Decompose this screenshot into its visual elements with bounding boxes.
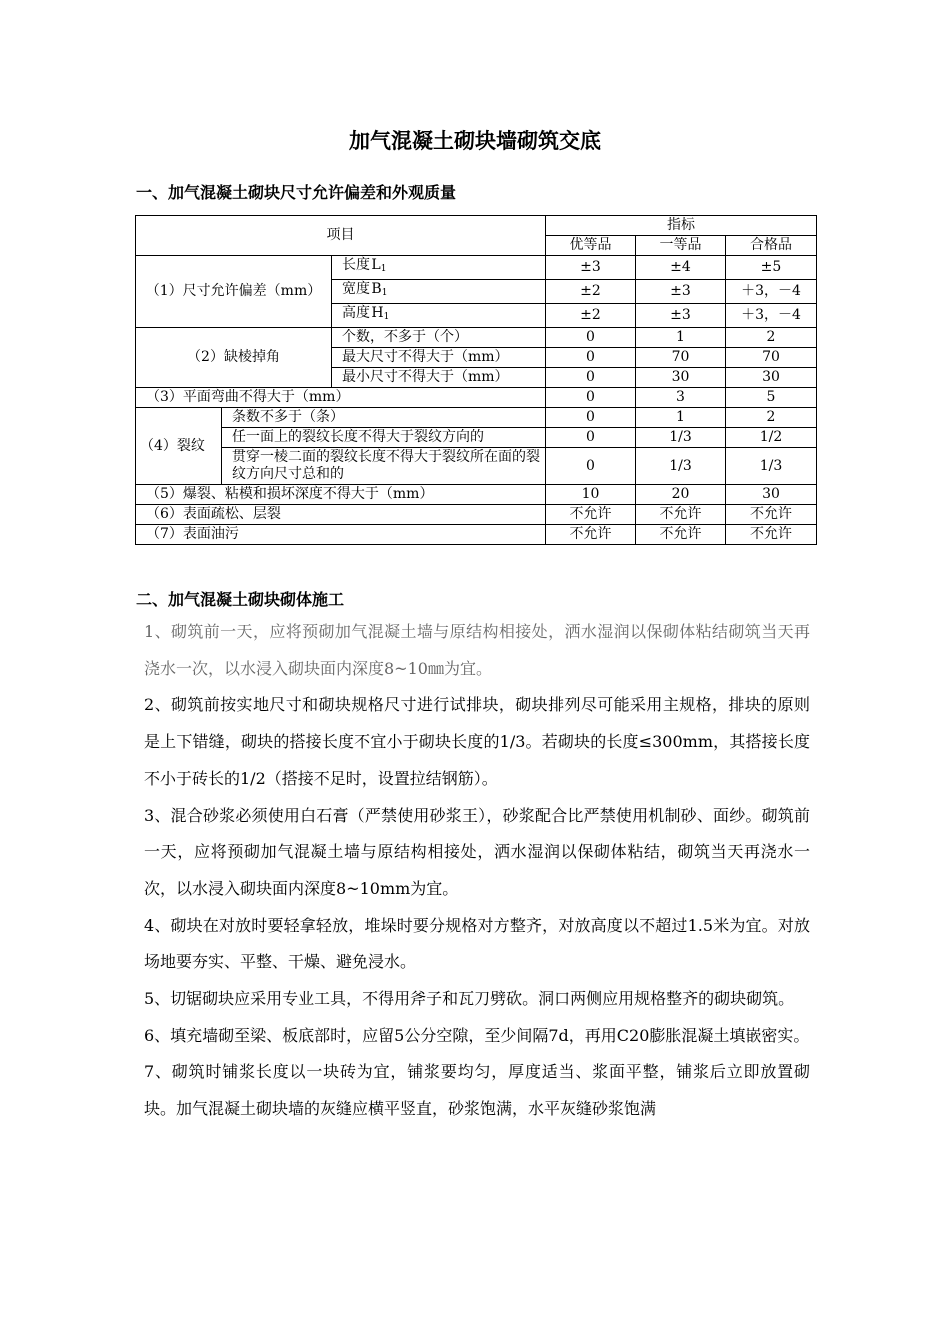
cell-value: 1/3 [636, 448, 726, 485]
header-item: 项目 [136, 216, 546, 256]
cell-value: 2 [726, 408, 817, 428]
row-label: （5）爆裂、粘模和损坏深度不得大于（mm） [136, 485, 546, 505]
cell-value: 10 [546, 485, 636, 505]
step-paragraph: 3、混合砂浆必须使用白石膏（严禁使用砂浆王），砂浆配合比严禁使用机制砂、面纱。砌筑前一天，应将预砌加气混凝土墙与原结构相接处，洒水湿润以保砌体粘结，砌筑当天再浇水一次，以水浸入砌块面内深度8~10mm为宜。 [144, 805, 810, 898]
row-label: 宽度 $B_1$ [332, 280, 546, 304]
cell-value: ＋3，－4 [726, 280, 817, 304]
step-paragraph: 1、砌筑前一天，应将预砌加气混凝土墙与原结构相接处，洒水湿润以保砌体粘结砌筑当天再浇水一次，以水浸入砌块面内深度8~10㎜为宜。 [144, 622, 810, 678]
cell-value: 1/3 [726, 448, 817, 485]
cell-value: 不允许 [636, 505, 726, 525]
header-grade: 一等品 [636, 236, 726, 256]
cell-value: 0 [546, 328, 636, 348]
cell-value: ±2 [546, 280, 636, 304]
step-paragraph: 7、砌筑时铺浆长度以一块砖为宜，铺浆要均匀，厚度适当、浆面平整，铺浆后立即放置砌块。加气混凝土砌块墙的灰缝应横平竖直，砂浆饱满，水平灰缝砂浆饱满 [144, 1062, 810, 1119]
document-title: 加气混凝土砌块墙砌筑交底 [349, 128, 601, 153]
cell-value: 0 [546, 408, 636, 428]
cell-value: 0 [546, 368, 636, 388]
cell-value: 1 [636, 408, 726, 428]
step-paragraph: 2、砌筑前按实地尺寸和砌块规格尺寸进行试排块，砌块排列尽可能采用主规格，排块的原则是上下错缝，砌块的搭接长度不宜小于砌块长度的1/3。若砌块的长度≤300mm，其搭接长度不小于砖长的1/2（搭接不足时，设置拉结钢筋）。 [144, 695, 810, 788]
construction-steps [144, 614, 810, 1128]
cell-value: 不允许 [636, 525, 726, 545]
row-label: （7）表面油污 [136, 525, 546, 545]
section-heading-2: 二、加气混凝土砌块砌体施工 [136, 590, 345, 609]
row-label: （3）平面弯曲不得大于（mm） [136, 388, 546, 408]
cell-value: 3 [636, 388, 726, 408]
row-label: 最小尺寸不得大于（mm） [332, 368, 546, 388]
cell-value: ±4 [636, 256, 726, 280]
cell-value: 不允许 [546, 505, 636, 525]
group-label: （4）裂纹 [136, 408, 222, 485]
cell-value: 0 [546, 388, 636, 408]
cell-value: 0 [546, 348, 636, 368]
cell-value: 30 [636, 368, 726, 388]
cell-value: 30 [726, 368, 817, 388]
header-grade: 合格品 [726, 236, 817, 256]
quality-spec-table [135, 215, 817, 545]
cell-value: 不允许 [546, 525, 636, 545]
section-heading-1: 一、加气混凝土砌块尺寸允许偏差和外观质量 [136, 183, 457, 202]
cell-value: 2 [726, 328, 817, 348]
group-label: （1）尺寸允许偏差（mm） [136, 256, 332, 328]
cell-value: 0 [546, 428, 636, 448]
cell-value: ±3 [636, 304, 726, 328]
cell-value: ±3 [636, 280, 726, 304]
header-grade: 优等品 [546, 236, 636, 256]
row-label: 个数，不多于（个） [332, 328, 546, 348]
cell-value: 1/2 [726, 428, 817, 448]
row-label: 贯穿一棱二面的裂纹长度不得大于裂纹所在面的裂纹方向尺寸总和的 [222, 448, 546, 485]
row-label: 高度 $H_1$ [332, 304, 546, 328]
cell-value: 不允许 [726, 505, 817, 525]
cell-value: ±5 [726, 256, 817, 280]
cell-value: 70 [726, 348, 817, 368]
row-label: （6）表面疏松、层裂 [136, 505, 546, 525]
header-index: 指标 [546, 216, 817, 236]
cell-value: 20 [636, 485, 726, 505]
step-paragraph: 6、填充墙砌至梁、板底部时，应留5公分空隙，至少间隔7d，再用C20膨胀混凝土填嵌密实。 [144, 1025, 810, 1045]
cell-value: 70 [636, 348, 726, 368]
cell-value: 0 [546, 448, 636, 485]
cell-value: 1 [636, 328, 726, 348]
cell-value: 5 [726, 388, 817, 408]
cell-value: ±2 [546, 304, 636, 328]
row-label: 最大尺寸不得大于（mm） [332, 348, 546, 368]
cell-value: 不允许 [726, 525, 817, 545]
step-paragraph: 5、切锯砌块应采用专业工具，不得用斧子和瓦刀劈砍。洞口两侧应用规格整齐的砌块砌筑。 [144, 989, 795, 1009]
row-label: 条数不多于（条） [222, 408, 546, 428]
cell-value: ±3 [546, 256, 636, 280]
group-label: （2）缺棱掉角 [136, 328, 332, 388]
cell-value: ＋3，－4 [726, 304, 817, 328]
row-label: 任一面上的裂纹长度不得大于裂纹方向的 [222, 428, 546, 448]
cell-value: 30 [726, 485, 817, 505]
cell-value: 1/3 [636, 428, 726, 448]
row-label: 长度 $L_1$ [332, 256, 546, 280]
step-paragraph: 4、砌块在对放时要轻拿轻放，堆垛时要分规格对方整齐，对放高度以不超过1.5米为宜。对放场地要夯实、平整、干燥、避免浸水。 [144, 915, 810, 972]
